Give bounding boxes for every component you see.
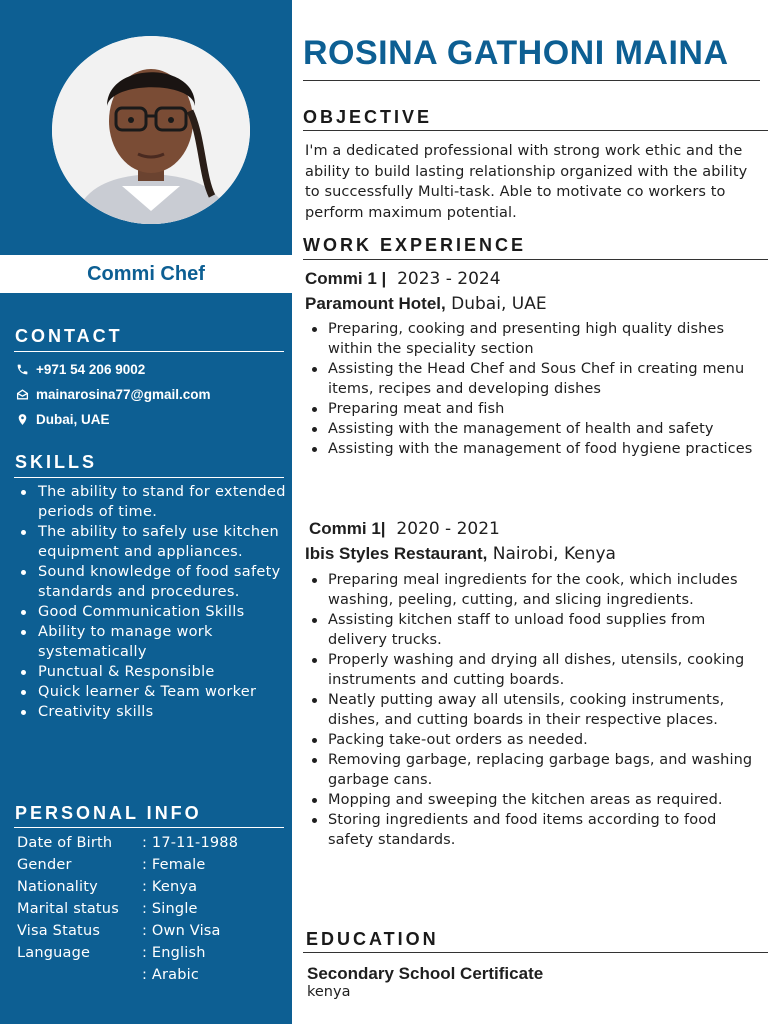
skill-item: Sound knowledge of food safety standards and procedures.	[18, 562, 288, 602]
personal-info-table	[17, 832, 238, 986]
info-value: : Arabic	[142, 967, 200, 983]
duty-item: Assisting kitchen staff to unload food supplies from delivery trucks.	[309, 610, 759, 650]
info-label: Language	[17, 945, 91, 961]
job-dates: 2023 - 2024	[397, 269, 501, 289]
duty-item: Assisting the Head Chef and Sous Chef in creating menu items, recipes and developing dishes	[309, 359, 759, 399]
job-title-line	[309, 519, 500, 539]
info-label	[17, 964, 142, 986]
profile-photo	[52, 36, 250, 224]
info-row	[17, 876, 238, 898]
skill-item: Quick learner & Team worker	[18, 682, 288, 702]
duty-item: Preparing meal ingredients for the cook, which includes washing, peeling, cutting, and slicing ingredients.	[309, 570, 759, 610]
skill-item: Punctual & Responsible	[18, 662, 288, 682]
employer-location: Dubai, UAE	[451, 294, 547, 314]
duty-item: Mopping and sweeping the kitchen areas as required.	[309, 790, 759, 810]
info-row	[17, 942, 238, 964]
info-label: Nationality	[17, 879, 98, 895]
personal-info-heading: PERSONAL INFO	[15, 803, 202, 823]
education-place: kenya	[307, 984, 351, 1000]
info-value: : 17-11-1988	[142, 835, 239, 851]
personal-info-divider	[14, 827, 284, 828]
skills-heading: SKILLS	[15, 452, 98, 472]
employer-line	[305, 544, 616, 564]
education-divider	[303, 952, 768, 953]
duty-item: Removing garbage, replacing garbage bags, and washing garbage cans.	[309, 750, 759, 790]
duty-item: Assisting with the management of health and safety	[309, 419, 759, 439]
skill-item: Good Communication Skills	[18, 602, 288, 622]
duty-item: Assisting with the management of food hygiene practices	[309, 439, 759, 459]
info-label: Marital status	[17, 901, 119, 917]
duty-item: Neatly putting away all utensils, cooking instruments, dishes, and cutting boards in their respective places.	[309, 690, 759, 730]
job-role: Commi Chef	[87, 263, 205, 285]
skill-item: The ability to safely use kitchen equipment and appliances.	[18, 522, 288, 562]
contact-email[interactable]	[16, 387, 210, 402]
candidate-name: ROSINA GATHONI MAINA	[303, 34, 729, 72]
phone-number: +971 54 206 9002	[36, 362, 146, 377]
employer-line	[305, 294, 547, 314]
info-row	[17, 832, 238, 854]
job-title: Commi 1 |	[305, 269, 387, 288]
job-title: Commi 1|	[309, 519, 386, 538]
name-divider	[303, 80, 760, 81]
main-content	[292, 0, 768, 1024]
info-value: : English	[142, 945, 206, 961]
education-heading: EDUCATION	[306, 929, 439, 949]
info-value: : Female	[142, 857, 206, 873]
employer-location: Nairobi, Kenya	[492, 544, 616, 564]
mail-icon	[16, 388, 29, 401]
info-row	[17, 898, 238, 920]
contact-phone[interactable]	[16, 362, 145, 377]
info-label: Gender	[17, 857, 72, 873]
duties-list	[309, 570, 759, 850]
role-band	[0, 255, 292, 293]
info-value: : Single	[142, 901, 198, 917]
contact-divider	[14, 351, 284, 352]
skills-divider	[14, 477, 284, 478]
duty-item: Properly washing and drying all dishes, utensils, cooking instruments and cutting boards.	[309, 650, 759, 690]
employer-name: Paramount Hotel,	[305, 294, 446, 313]
info-label: Date of Birth	[17, 835, 113, 851]
duties-list	[309, 319, 759, 459]
info-value: : Kenya	[142, 879, 198, 895]
contact-heading: CONTACT	[15, 326, 123, 346]
info-row	[17, 854, 238, 876]
job-title-line	[305, 269, 501, 289]
objective-divider	[303, 130, 768, 131]
skill-item: Ability to manage work systematically	[18, 622, 288, 662]
duty-item: Preparing meat and fish	[309, 399, 759, 419]
education-title: Secondary School Certificate	[307, 964, 544, 983]
objective-text: I'm a dedicated professional with strong work ethic and the ability to build lasting relationship organized with the ability to successfully Multi-task. Able to motivate co workers to perform maximum potential.	[305, 143, 748, 221]
skill-item: The ability to stand for extended periods of time.	[18, 482, 288, 522]
sidebar	[0, 0, 292, 1024]
employer-name: Ibis Styles Restaurant,	[305, 544, 488, 563]
skills-list	[18, 482, 288, 722]
phone-icon	[16, 363, 29, 376]
work-experience-divider	[303, 259, 768, 260]
info-row	[17, 964, 238, 986]
location-text: Dubai, UAE	[36, 412, 110, 427]
duty-item: Packing take-out orders as needed.	[309, 730, 759, 750]
info-value: : Own Visa	[142, 923, 221, 939]
skill-item: Creativity skills	[18, 702, 288, 722]
job-dates: 2020 - 2021	[396, 519, 500, 539]
duty-item: Storing ingredients and food items according to food safety standards.	[309, 810, 759, 850]
info-label: Visa Status	[17, 923, 101, 939]
duty-item: Preparing, cooking and presenting high quality dishes within the speciality section	[309, 319, 759, 359]
location-pin-icon	[16, 413, 29, 426]
contact-location	[16, 412, 110, 427]
info-row	[17, 920, 238, 942]
work-experience-heading: WORK EXPERIENCE	[303, 235, 527, 255]
objective-heading: OBJECTIVE	[303, 107, 433, 127]
email-address: mainarosina77@gmail.com	[36, 387, 211, 402]
